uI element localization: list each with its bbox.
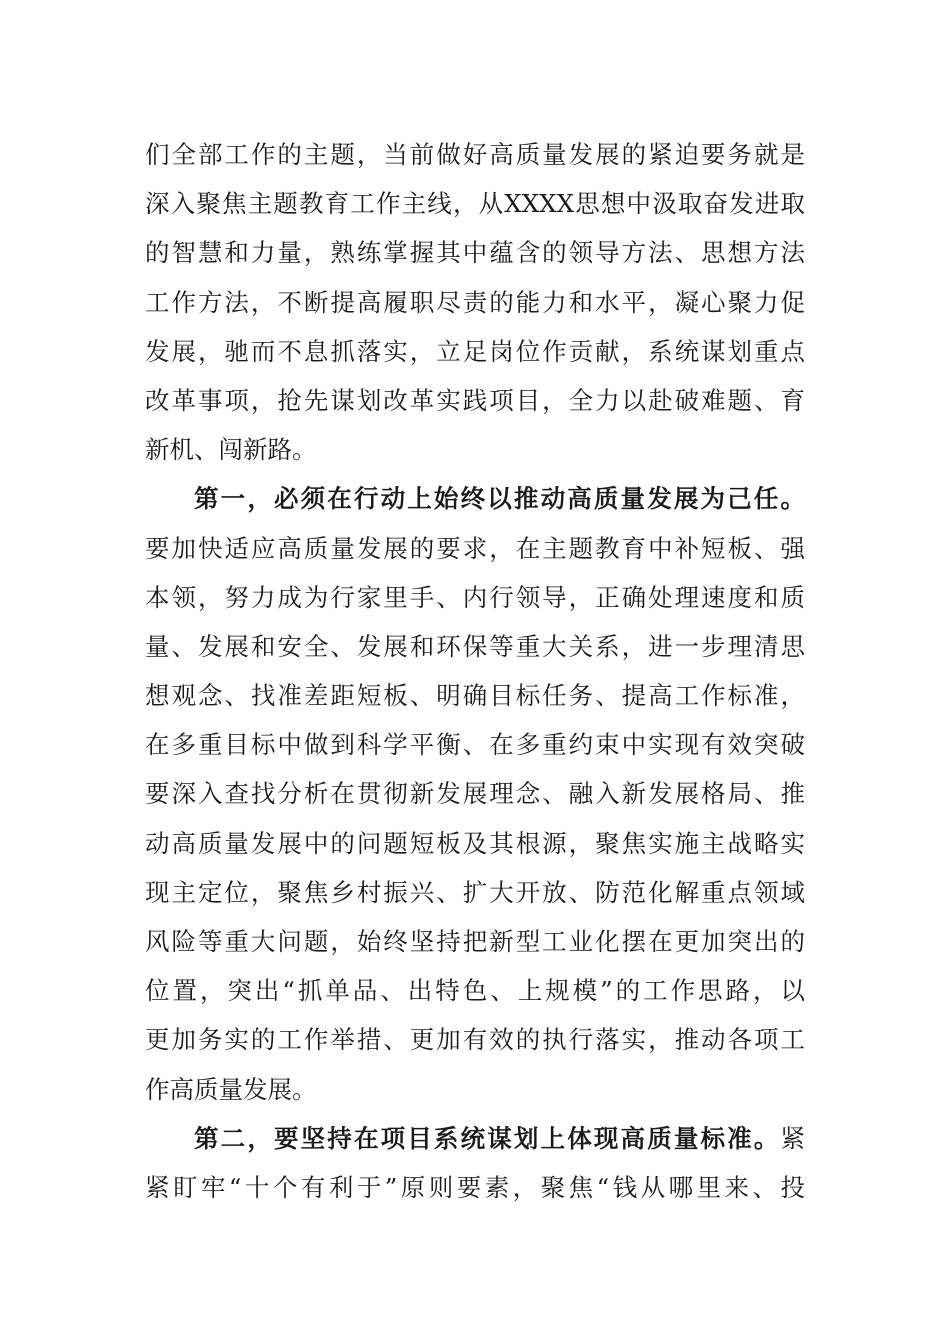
text-line: 们全部工作的主题，当前做好高质量发展的紧迫要务就是: [145, 140, 805, 169]
document-body: [145, 130, 805, 1212]
paragraph-heading: 第一，必须在行动上始终以推动高质量发展为己任。: [194, 484, 805, 514]
text-line: 动高质量发展中的问题短板及其根源，聚焦实施主战略实: [145, 828, 805, 858]
paragraph-heading: 第二，要坚持在项目系统谋划上体现高质量标准。: [194, 1123, 781, 1153]
paragraph-first-point: [145, 474, 805, 1113]
text-line: 发展，驰而不息抓落实，立足岗位作贡献，系统谋划重点: [145, 336, 805, 366]
text-line: 本领，努力成为行家里手、内行领导，正确处理速度和质: [145, 582, 805, 612]
text-line: 量、发展和安全、发展和环保等重大关系，进一步理清思: [145, 631, 805, 661]
paragraph-heading-line: [145, 1114, 805, 1163]
text-line: 风险等重大问题，始终坚持把新型工业化摆在更加突出的: [145, 927, 805, 956]
text-line: 想观念、找准差距短板、明确目标任务、提高工作标准，: [145, 681, 805, 711]
text-line: 在多重目标中做到科学平衡、在多重约束中实现有效突破: [145, 730, 805, 760]
paragraph-second-point: [145, 1114, 805, 1212]
text-line: 作高质量发展。: [145, 1074, 317, 1104]
text-line: 新机、闯新路。: [145, 435, 317, 465]
text-line: 改革事项，抢先谋划改革实践项目，全力以赴破难题、育: [145, 385, 805, 415]
heading-tail-text: 紧: [780, 1123, 805, 1153]
text-line: 要加快适应高质量发展的要求，在主题教育中补短板、强: [145, 533, 805, 563]
text-line: 要深入查找分析在贯彻新发展理念、融入新发展格局、推: [145, 779, 805, 809]
text-line: 工作方法，不断提高履职尽责的能力和水平，凝心聚力促: [145, 287, 805, 317]
text-line: 更加务实的工作举措、更加有效的执行落实，推动各项工: [145, 1025, 805, 1055]
text-line: 的智慧和力量，熟练掌握其中蕴含的领导方法、思想方法: [145, 238, 805, 268]
text-line: 现主定位，聚焦乡村振兴、扩大开放、防范化解重点领域: [145, 877, 805, 907]
text-line: 位置，突出“抓单品、出特色、上规模”的工作思路，以: [145, 976, 805, 1006]
text-line: 紧盯牢“十个有利于”原则要素，聚焦“钱从哪里来、投: [145, 1172, 805, 1202]
text-line: 深入聚焦主题教育工作主线，从XXXX思想中汲取奋发进取: [145, 189, 805, 219]
paragraph-intro: [145, 130, 805, 474]
